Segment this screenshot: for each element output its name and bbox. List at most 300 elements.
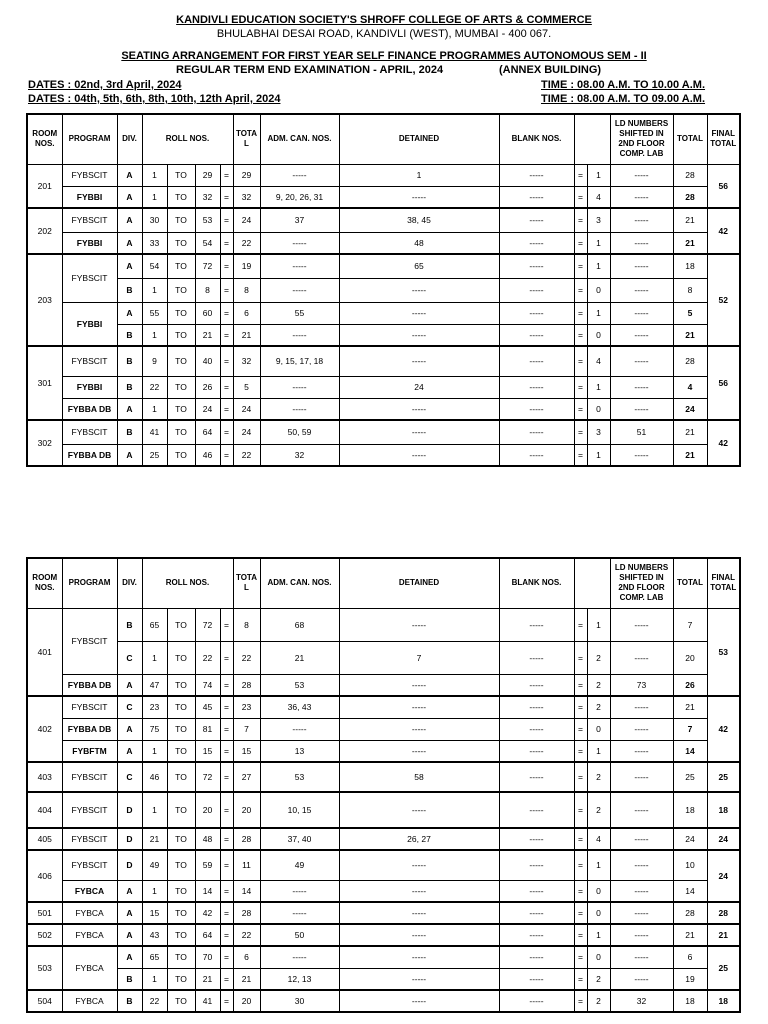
equals-cell: =: [220, 924, 233, 946]
blank-cell: -----: [499, 164, 574, 186]
roll-to-cell: TO: [167, 278, 195, 302]
roll-upto-cell: 74: [195, 674, 220, 696]
roll-from-cell: 1: [142, 324, 167, 346]
document-title: SEATING ARRANGEMENT FOR FIRST YEAR SELF FINANCE PROGRAMMES AUTONOMOUS SEM - II: [121, 50, 647, 62]
table-row: [27, 968, 740, 990]
program-cell: FYBSCIT: [62, 164, 117, 186]
col-ld: LD NUMBERS SHIFTED IN 2ND FLOOR COMP. LAB: [610, 114, 673, 164]
table-row: [27, 608, 740, 641]
blank-count-cell: 0: [587, 902, 610, 924]
program-cell: FYBBA DB: [62, 674, 117, 696]
blank-cell: -----: [499, 850, 574, 880]
roll-from-cell: 49: [142, 850, 167, 880]
detained-cell: -----: [339, 880, 499, 902]
room-cell: 403: [27, 762, 62, 792]
detained-cell: -----: [339, 186, 499, 208]
roll-upto-cell: 72: [195, 762, 220, 792]
ld-cell: -----: [610, 398, 673, 420]
equals-cell: =: [574, 946, 587, 968]
roll-from-cell: 1: [142, 278, 167, 302]
blank-count-cell: 1: [587, 740, 610, 762]
detained-cell: 24: [339, 376, 499, 398]
blank-cell: -----: [499, 208, 574, 232]
adm-cell: -----: [260, 376, 339, 398]
adm-cell: 36, 43: [260, 696, 339, 718]
roll-upto-cell: 64: [195, 924, 220, 946]
ld-cell: -----: [610, 208, 673, 232]
net-total-cell: 28: [673, 164, 707, 186]
blank-cell: -----: [499, 968, 574, 990]
col-detained: DETAINED: [339, 114, 499, 164]
roll-from-cell: 22: [142, 990, 167, 1012]
col-total: TOTA L: [233, 558, 260, 608]
equals-cell: =: [574, 420, 587, 444]
blank-count-cell: 0: [587, 880, 610, 902]
table-row: [27, 850, 740, 880]
room-cell: 504: [27, 990, 62, 1012]
adm-cell: 32: [260, 444, 339, 466]
roll-to-cell: TO: [167, 968, 195, 990]
adm-cell: -----: [260, 278, 339, 302]
roll-from-cell: 21: [142, 828, 167, 850]
roll-from-cell: 47: [142, 674, 167, 696]
col-program: PROGRAM: [62, 558, 117, 608]
net-total-cell: 24: [673, 828, 707, 850]
col-div: DIV.: [117, 114, 142, 164]
blank-count-cell: 1: [587, 164, 610, 186]
blank-cell: -----: [499, 718, 574, 740]
col-total2: TOTAL: [673, 114, 707, 164]
blank-count-cell: 2: [587, 792, 610, 828]
roll-to-cell: TO: [167, 376, 195, 398]
equals-cell: =: [574, 641, 587, 674]
roll-from-cell: 1: [142, 164, 167, 186]
col-total: TOTA L: [233, 114, 260, 164]
equals-cell: =: [220, 880, 233, 902]
final-total-cell: 52: [707, 254, 740, 346]
net-total-cell: 19: [673, 968, 707, 990]
div-cell: A: [117, 208, 142, 232]
roll-to-cell: TO: [167, 324, 195, 346]
roll-to-cell: TO: [167, 420, 195, 444]
detained-cell: -----: [339, 398, 499, 420]
program-cell: FYBBI: [62, 302, 117, 346]
dates-2: DATES : 04th, 5th, 6th, 8th, 10th, 12th April, 2024: [28, 93, 281, 105]
div-cell: A: [117, 924, 142, 946]
total-cell: 8: [233, 278, 260, 302]
table-row: [27, 346, 740, 376]
col-ld: LD NUMBERS SHIFTED IN 2ND FLOOR COMP. LAB: [610, 558, 673, 608]
equals-cell: =: [574, 718, 587, 740]
room-cell: 501: [27, 902, 62, 924]
net-total-cell: 14: [673, 880, 707, 902]
roll-upto-cell: 70: [195, 946, 220, 968]
adm-cell: 9, 20, 26, 31: [260, 186, 339, 208]
roll-upto-cell: 81: [195, 718, 220, 740]
net-total-cell: 7: [673, 608, 707, 641]
col-room: ROOM NOS.: [27, 114, 62, 164]
ld-cell: -----: [610, 186, 673, 208]
table-row: [27, 164, 740, 186]
blank-count-cell: 1: [587, 924, 610, 946]
roll-upto-cell: 29: [195, 164, 220, 186]
total-cell: 29: [233, 164, 260, 186]
div-cell: B: [117, 968, 142, 990]
adm-cell: 50: [260, 924, 339, 946]
col-blank: BLANK NOS.: [499, 558, 574, 608]
detained-cell: -----: [339, 990, 499, 1012]
blank-count-cell: 4: [587, 346, 610, 376]
final-total-cell: 25: [707, 762, 740, 792]
col-blank: BLANK NOS.: [499, 114, 574, 164]
total-cell: 22: [233, 924, 260, 946]
net-total-cell: 7: [673, 718, 707, 740]
equals-cell: =: [574, 302, 587, 324]
equals-cell: =: [574, 880, 587, 902]
program-cell: FYBSCIT: [62, 762, 117, 792]
roll-to-cell: TO: [167, 608, 195, 641]
equals-cell: =: [574, 186, 587, 208]
equals-cell: =: [220, 376, 233, 398]
room-cell: 402: [27, 696, 62, 762]
equals-cell: =: [574, 828, 587, 850]
div-cell: B: [117, 376, 142, 398]
adm-cell: -----: [260, 164, 339, 186]
div-cell: C: [117, 696, 142, 718]
div-cell: C: [117, 762, 142, 792]
total-cell: 22: [233, 444, 260, 466]
final-total-cell: 42: [707, 208, 740, 254]
div-cell: A: [117, 254, 142, 278]
program-cell: FYBBI: [62, 186, 117, 208]
equals-cell: =: [574, 850, 587, 880]
roll-to-cell: TO: [167, 186, 195, 208]
time-1: TIME : 08.00 A.M. TO 10.00 A.M.: [541, 79, 706, 91]
total-cell: 27: [233, 762, 260, 792]
room-cell: 203: [27, 254, 62, 346]
roll-from-cell: 1: [142, 880, 167, 902]
equals-cell: =: [220, 850, 233, 880]
ld-cell: -----: [610, 346, 673, 376]
equals-cell: =: [220, 232, 233, 254]
final-total-cell: 25: [707, 946, 740, 990]
roll-upto-cell: 45: [195, 696, 220, 718]
equals-cell: =: [574, 608, 587, 641]
roll-upto-cell: 14: [195, 880, 220, 902]
roll-upto-cell: 40: [195, 346, 220, 376]
roll-from-cell: 65: [142, 608, 167, 641]
equals-cell: =: [220, 324, 233, 346]
roll-upto-cell: 26: [195, 376, 220, 398]
total-cell: 22: [233, 641, 260, 674]
div-cell: D: [117, 850, 142, 880]
blank-cell: -----: [499, 608, 574, 641]
adm-cell: -----: [260, 902, 339, 924]
equals-cell: =: [220, 674, 233, 696]
blank-count-cell: 1: [587, 608, 610, 641]
detained-cell: -----: [339, 674, 499, 696]
program-cell: FYBSCIT: [62, 792, 117, 828]
equals-cell: =: [574, 902, 587, 924]
equals-cell: =: [220, 990, 233, 1012]
equals-cell: =: [220, 641, 233, 674]
blank-count-cell: 3: [587, 420, 610, 444]
exam-name: REGULAR TERM END EXAMINATION - APRIL, 2024: [176, 64, 444, 76]
blank-count-cell: 1: [587, 850, 610, 880]
dates-1: DATES : 02nd, 3rd April, 2024: [28, 79, 182, 91]
program-cell: FYBCA: [62, 924, 117, 946]
ld-cell: 32: [610, 990, 673, 1012]
div-cell: C: [117, 641, 142, 674]
blank-count-cell: 1: [587, 302, 610, 324]
net-total-cell: 18: [673, 792, 707, 828]
blank-cell: -----: [499, 641, 574, 674]
equals-cell: =: [574, 278, 587, 302]
equals-cell: =: [220, 792, 233, 828]
roll-to-cell: TO: [167, 674, 195, 696]
div-cell: A: [117, 164, 142, 186]
ld-cell: -----: [610, 828, 673, 850]
roll-to-cell: TO: [167, 346, 195, 376]
blank-cell: -----: [499, 902, 574, 924]
equals-cell: =: [220, 740, 233, 762]
table-row: [27, 444, 740, 466]
ld-cell: -----: [610, 718, 673, 740]
equals-cell: =: [220, 346, 233, 376]
program-cell: FYBBA DB: [62, 398, 117, 420]
total-cell: 21: [233, 968, 260, 990]
roll-from-cell: 22: [142, 376, 167, 398]
adm-cell: 9, 15, 17, 18: [260, 346, 339, 376]
total-cell: 23: [233, 696, 260, 718]
program-cell: FYBCA: [62, 946, 117, 990]
equals-cell: =: [574, 376, 587, 398]
blank-count-cell: 3: [587, 208, 610, 232]
roll-from-cell: 1: [142, 398, 167, 420]
net-total-cell: 21: [673, 444, 707, 466]
ld-cell: -----: [610, 608, 673, 641]
net-total-cell: 18: [673, 254, 707, 278]
final-total-cell: 28: [707, 902, 740, 924]
blank-count-cell: 1: [587, 254, 610, 278]
final-total-cell: 53: [707, 608, 740, 696]
room-cell: 201: [27, 164, 62, 208]
program-cell: FYBCA: [62, 990, 117, 1012]
roll-from-cell: 25: [142, 444, 167, 466]
ld-cell: -----: [610, 792, 673, 828]
blank-cell: -----: [499, 674, 574, 696]
table-row: [27, 324, 740, 346]
adm-cell: -----: [260, 324, 339, 346]
roll-from-cell: 54: [142, 254, 167, 278]
total-cell: 5: [233, 376, 260, 398]
table-row: [27, 186, 740, 208]
ld-cell: -----: [610, 696, 673, 718]
equals-cell: =: [574, 444, 587, 466]
ld-cell: -----: [610, 946, 673, 968]
blank-cell: -----: [499, 376, 574, 398]
blank-cell: -----: [499, 828, 574, 850]
net-total-cell: 28: [673, 186, 707, 208]
program-cell: FYBSCIT: [62, 254, 117, 302]
ld-cell: -----: [610, 850, 673, 880]
table-row: [27, 420, 740, 444]
table-row: [27, 946, 740, 968]
roll-upto-cell: 72: [195, 608, 220, 641]
roll-to-cell: TO: [167, 924, 195, 946]
roll-upto-cell: 20: [195, 792, 220, 828]
net-total-cell: 28: [673, 346, 707, 376]
adm-cell: 12, 13: [260, 968, 339, 990]
table-row: [27, 641, 740, 674]
final-total-cell: 56: [707, 346, 740, 420]
ld-cell: 73: [610, 674, 673, 696]
total-cell: 28: [233, 828, 260, 850]
program-cell: FYBSCIT: [62, 208, 117, 232]
ld-cell: -----: [610, 164, 673, 186]
div-cell: B: [117, 990, 142, 1012]
roll-upto-cell: 22: [195, 641, 220, 674]
room-cell: 401: [27, 608, 62, 696]
total-cell: 14: [233, 880, 260, 902]
blank-cell: -----: [499, 924, 574, 946]
table-row: [27, 828, 740, 850]
roll-to-cell: TO: [167, 990, 195, 1012]
roll-to-cell: TO: [167, 902, 195, 924]
ld-cell: -----: [610, 302, 673, 324]
net-total-cell: 21: [673, 924, 707, 946]
detained-cell: -----: [339, 924, 499, 946]
blank-count-cell: 0: [587, 718, 610, 740]
table-row: [27, 718, 740, 740]
table-row: [27, 674, 740, 696]
adm-cell: -----: [260, 254, 339, 278]
total-cell: 21: [233, 324, 260, 346]
total-cell: 11: [233, 850, 260, 880]
equals-cell: =: [220, 828, 233, 850]
ld-cell: -----: [610, 880, 673, 902]
div-cell: B: [117, 278, 142, 302]
adm-cell: 21: [260, 641, 339, 674]
table-row: [27, 696, 740, 718]
ld-cell: 51: [610, 420, 673, 444]
room-cell: 302: [27, 420, 62, 466]
roll-from-cell: 23: [142, 696, 167, 718]
total-cell: 24: [233, 420, 260, 444]
program-cell: FYBSCIT: [62, 420, 117, 444]
blank-count-cell: 2: [587, 990, 610, 1012]
roll-upto-cell: 46: [195, 444, 220, 466]
col-program: PROGRAM: [62, 114, 117, 164]
detained-cell: 65: [339, 254, 499, 278]
equals-cell: =: [574, 924, 587, 946]
total-cell: 6: [233, 302, 260, 324]
program-cell: FYBBA DB: [62, 444, 117, 466]
equals-cell: =: [574, 346, 587, 376]
equals-cell: =: [574, 740, 587, 762]
detained-cell: -----: [339, 902, 499, 924]
blank-cell: -----: [499, 346, 574, 376]
net-total-cell: 14: [673, 740, 707, 762]
total-cell: 32: [233, 346, 260, 376]
program-cell: FYBBI: [62, 376, 117, 398]
ld-cell: -----: [610, 968, 673, 990]
blank-count-cell: 1: [587, 232, 610, 254]
table-row: [27, 254, 740, 278]
equals-cell: =: [574, 324, 587, 346]
blank-count-cell: 2: [587, 968, 610, 990]
final-total-cell: 42: [707, 420, 740, 466]
adm-cell: 55: [260, 302, 339, 324]
roll-upto-cell: 41: [195, 990, 220, 1012]
roll-to-cell: TO: [167, 302, 195, 324]
ld-cell: -----: [610, 902, 673, 924]
blank-count-cell: 2: [587, 696, 610, 718]
blank-cell: -----: [499, 990, 574, 1012]
seating-table-2: [26, 557, 741, 1013]
equals-cell: =: [574, 232, 587, 254]
net-total-cell: 21: [673, 232, 707, 254]
blank-count-cell: 0: [587, 324, 610, 346]
total-cell: 28: [233, 674, 260, 696]
blank-count-cell: 1: [587, 444, 610, 466]
net-total-cell: 26: [673, 674, 707, 696]
detained-cell: -----: [339, 324, 499, 346]
total-cell: 19: [233, 254, 260, 278]
adm-cell: 10, 15: [260, 792, 339, 828]
div-cell: A: [117, 880, 142, 902]
equals-cell: =: [574, 792, 587, 828]
equals-cell: =: [574, 208, 587, 232]
seating-table-1: [26, 113, 741, 467]
equals-cell: =: [574, 398, 587, 420]
room-cell: 503: [27, 946, 62, 990]
detained-cell: 58: [339, 762, 499, 792]
div-cell: B: [117, 420, 142, 444]
room-cell: 406: [27, 850, 62, 902]
table-row: [27, 762, 740, 792]
detained-cell: 48: [339, 232, 499, 254]
roll-from-cell: 43: [142, 924, 167, 946]
program-cell: FYBSCIT: [62, 346, 117, 376]
col-blank-count: [574, 114, 610, 164]
room-cell: 202: [27, 208, 62, 254]
roll-to-cell: TO: [167, 254, 195, 278]
roll-from-cell: 15: [142, 902, 167, 924]
adm-cell: 50, 59: [260, 420, 339, 444]
final-total-cell: 56: [707, 164, 740, 208]
program-cell: FYBSCIT: [62, 696, 117, 718]
blank-cell: -----: [499, 740, 574, 762]
div-cell: B: [117, 346, 142, 376]
net-total-cell: 18: [673, 990, 707, 1012]
roll-to-cell: TO: [167, 696, 195, 718]
program-cell: FYBCA: [62, 880, 117, 902]
blank-count-cell: 4: [587, 186, 610, 208]
detained-cell: -----: [339, 302, 499, 324]
equals-cell: =: [220, 902, 233, 924]
detained-cell: 7: [339, 641, 499, 674]
total-cell: 6: [233, 946, 260, 968]
blank-cell: -----: [499, 278, 574, 302]
blank-count-cell: 2: [587, 641, 610, 674]
detained-cell: 1: [339, 164, 499, 186]
detained-cell: 38, 45: [339, 208, 499, 232]
ld-cell: -----: [610, 641, 673, 674]
roll-from-cell: 1: [142, 186, 167, 208]
roll-upto-cell: 60: [195, 302, 220, 324]
blank-cell: -----: [499, 880, 574, 902]
